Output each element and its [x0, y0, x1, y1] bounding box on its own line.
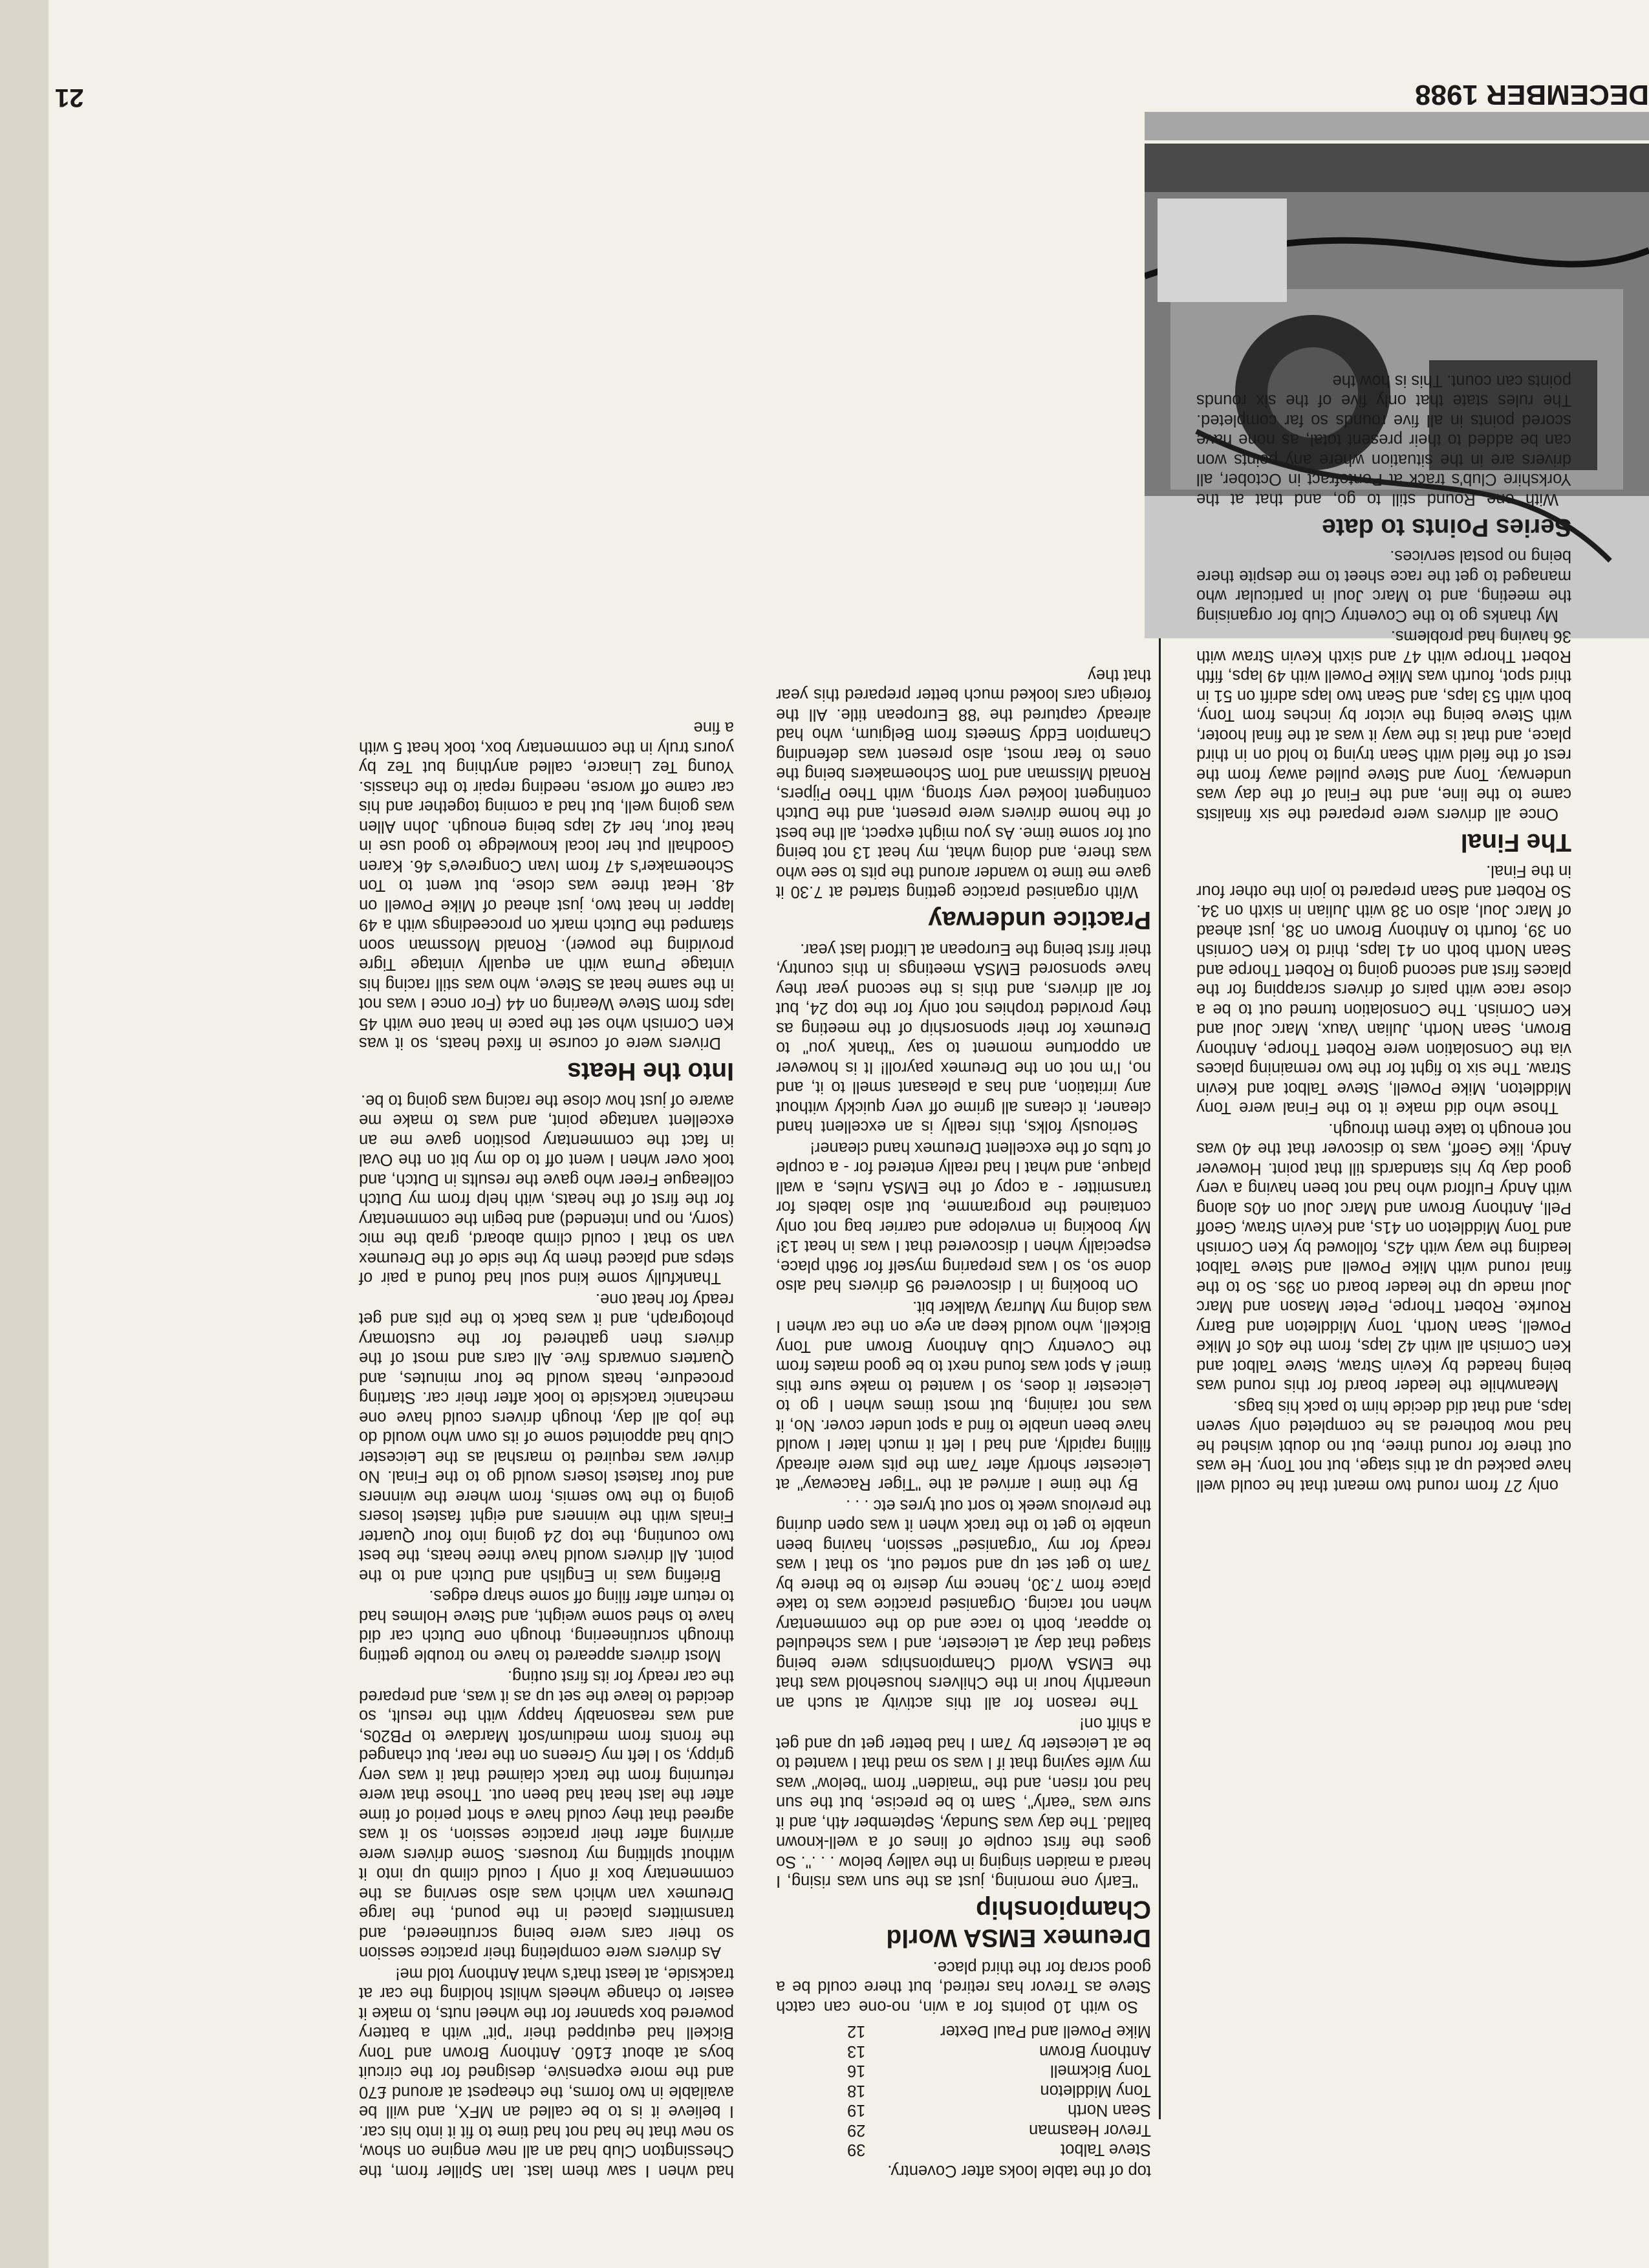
page-edge: [0, 0, 48, 2268]
paragraph: My thanks go to the Coventry Club for organising the meeting, and to Marc Joul in particular who managed to get the race sheet to me despite there being no postal services.: [1196, 547, 1571, 625]
page-number: 21: [55, 83, 84, 112]
table-row: [776, 2081, 1151, 2101]
paragraph: As drivers were completing their practice session so their cars were being scrutineered, and transmitters placed in the pound, the large Dreumex van which was also serving as the commentary box if only I could climb up into it without splitting my trousers. Some drivers were arriving after their practice session, so it was agreed that they could have a short period of time after the last heat had been out. Those that were returning from the track claimed that it was very grippy, so I left my Greens on the rear, but changed the fronts from medium/soft Mardave to PB20s, and was reasonably happy with the result, so decided to leave the set up as it was, and prepared the car ready for its first outing.: [359, 1667, 734, 1962]
paragraph: Seriously folks, this really is an excellent hand cleaner, it cleans all grime off very quickly without any irritation, and has a pleasant smell to it, and no, I'm not on the Dreumex payroll! It is however an opportune moment to say "thank you" to Dreumex for their sponsorship of the meeting as they provided trophies not only for the top 24, but for all drivers, and this is the second year they have sponsored EMSA meetings in this country, their first being the European at Litford last year.: [776, 940, 1151, 1136]
paragraph: Thankfully some kind soul had found a pair of steps and placed them by the side of the Dreumex van so that I could climb aboard, grab the mic (sorry, no pun intended) and begin the commentary for the first of the heats, with help from my Dutch colleague Freer who gave the results in Dutch, and took over when I went off to do my bit on the Oval in fact the commentary position gave me an excellent vantage point, and was to make me aware of just how close the racing was going to be.: [359, 1092, 734, 1288]
paragraph: Once all drivers were prepared the six finalists came to the line, and the Final of the day was underway. Tony and Steve pulled away from the rest of the field with Sean trying to hold on in third place, and that is the way it was at the final hooter, with Steve being the victor by inches from Tony, both with 53 laps, and Sean two laps adrift on 51 in third spot, fourth was Mike Powell with 49 laps, fifth Robert Thorpe with 47 and sixth Kevin Straw with 36 having had problems.: [1196, 627, 1571, 823]
section-heading: Series Points to date: [1322, 513, 1571, 541]
table-row: [776, 2121, 1151, 2141]
table-row: [776, 2140, 1151, 2160]
paragraph: Most drivers appeared to have no trouble getting through scrutineering, though one Dutch car did have to shed some weight, and Steve Holmes had to return after filing off some sharp edges.: [359, 1587, 734, 1665]
paragraph: So with 10 points for a win, no-one can catch Steve as Trevor has retired, but there could be a good scrap for the third place.: [776, 1958, 1151, 2016]
driver-name: Trevor Heasman: [1029, 2121, 1151, 2139]
column-2: [776, 163, 1151, 2181]
paragraph: With one Round still to go, and that at the Yorkshire Club's track at Pontefract in October, all drivers are in the situation where any points won can be added to their present total, as none have scored points in all five rounds so far completed. The rules state that only five of the six rounds points can count. This is how the: [1196, 372, 1571, 508]
paragraph: only 27 from round two meant that he could well have packed up at this stage, but not Tony. He was out there for round three, but no doubt wished he had now bothered as he completed only seven laps, and that did decide him to pack his bags.: [1196, 1398, 1571, 1495]
section-heading: Into the Heats: [567, 1057, 734, 1086]
driver-name: Mike Powell and Paul Dexter: [940, 2022, 1151, 2041]
section-heading: Practice underway: [928, 906, 1151, 934]
driver-name: Tony Middleton: [1040, 2082, 1151, 2100]
table-row: [776, 2061, 1151, 2081]
section-heading: Dreumex EMSA World Championship: [886, 1895, 1151, 1952]
section-heading: The Final: [1460, 828, 1571, 856]
paragraph: The reason for all this activity at such an unearthly hour in the Chilvers household was that the EMSA World Championships were being staged that day at Leicester, and I was scheduled to appear, both to race and do the commentary when not racing. Organised practice was to take place from 7.30, hence my desire to be there by 7am to get set up and sorted out, so that I was ready for my "organised" session, having been unable to get to the track when it was open during the previous week to sort out tyres etc . . .: [776, 1496, 1151, 1712]
driver-points: 18: [847, 2082, 866, 2100]
driver-points: 16: [847, 2062, 866, 2080]
driver-name: Tony Bickmell: [1050, 2062, 1151, 2080]
table-row: [776, 2042, 1151, 2062]
driver-name: Anthony Brown: [1039, 2042, 1151, 2060]
table-row: [776, 2101, 1151, 2121]
paragraph: Those who did make it to the Final were Tony Middleton, Mike Powell, Steve Talbot and Kevin Straw. The six to fight for the two remaining places via the Consolation were Robert Thorpe, Anthony Brown, Sean North, Julian Vaux, Marc Joul and Ken Cornish. The Consolation turned out to be a close race with pairs of drivers scrapping for the places first and second going to Robert Thorpe and Sean North both on 41 laps, third to Ken Cornish on 39, fourth to Anthony Brown on 38, just ahead of Marc Joul, also on 38 with Julian in sixth on 34. So Robert and Sean prepared to join the other four in the Final.: [1196, 862, 1571, 1118]
points-table: [776, 2022, 1151, 2160]
paragraph: Drivers were of course in fixed heats, so it was Ken Cornish who set the pace in heat one with 45 laps from Steve Wearing on 44 (For once I was not in the same heat as Steve, who was still racing his vintage Puma with an equally vintage Tigre providing the power). Ronald Mossman soon stamped the Dutch mark on proceedings with a 49 lapper in heat two, just ahead of Mike Powell on 48. Heat three was close, but went to Ton Schoemaker's 47 from Ivan Congreve's 46. Karen Goodhall put her local knowledge to good use in heat four, her 42 laps being enough. John Allen was going well, but had a coming together and his car came off worse, needing repair to the chassis. Young Tez Linacre, called anything but Tez by yours truly in the commentary box, took heat 5 with a fine: [359, 718, 734, 1053]
paragraph: With organised practice getting started at 7.30 it gave me time to wander around the pits to see who was there, and doing what, my heat 13 not being out for some time. As you might expect, all the best of the home drivers were present, and the Dutch contingent looked very strong, with Theo Pijpers, Ronald Missman and Tom Schoemakers being the ones to fear most, also present was defending Champion Eddy Smeets from Belgium, who had already captured the '88 European title. All the foreign cars looked much better prepared this year that they: [776, 666, 1151, 902]
masthead-bar: [1145, 112, 1649, 140]
driver-points: 29: [847, 2121, 866, 2139]
driver-name: Sean North: [1068, 2101, 1151, 2120]
paragraph: Meanwhile the leader board for this round was being headed by Kevin Straw, Steve Talbot and Ken Cornish all with 42 laps, from the 40s of Mike Powell, Sean North, Tony Middleton and Barry Rourke. Robert Thorpe, Peter Mason and Marc Joul made up the leader board on 39s. So to the final round with Mike Powell and Steve Talbot leading the way with 42s, followed by Ken Cornish and Tony Middleton on 41s, and Kevin Straw, Geoff Pell, Anthony Brown and Marc Joul on 40s along with Andy Fulford who had not been having a very good day by his standards till that point. However Andy, like Geoff, was to discover that the 40 was not enough to take them through.: [1196, 1120, 1571, 1395]
driver-points: 19: [847, 2101, 866, 2120]
column-1: [1196, 157, 1571, 1495]
driver-name: Steve Talbot: [1061, 2141, 1151, 2159]
paragraph: Briefing was in English and Dutch and to the point. All drivers would have three heats, the best two counting, the top 24 going into four Quarter Finals with the winners and eight fastest losers going to the two semis, from where the winners and four fastest losers would go to the Final. No driver was required to marshal as the Leicester Club had appointed some of its own who would do the job all day, though drivers could have one mechanic trackside to look after their car. Starting procedure, heats would be four minutes, and Quarters onwards five. All cars and most of the drivers then gathered for the customary photograph, and it was back to the pits and get ready for heat one.: [359, 1290, 734, 1584]
column-3: [359, 163, 734, 2181]
driver-points: 12: [847, 2022, 866, 2041]
paragraph: "Early one morning, just as the sun was rising, I heard a maiden singing in the valley below . . .". So goes the first couple of lines of a well-known ballad. The day was Sunday, September 4th, and it sure was "early", Sam to be precise, but the sun had not risen, and the "maiden" from "below" was my wife saying that if I was so mad that I wanted to be at Leicester by 7am I had better get up and get a shift on!: [776, 1714, 1151, 1891]
paragraph: had when I saw them last. Ian Spiller from, the Chessington Club had an all new engine on show, so new that he had not had time to fit it into his car. I believe it is to be called an MFX, and will be available in two forms, the cheapest at around £70 and the more expensive, designed for the circuit boys at about £160. Anthony Brown and Tony Bickell had equipped their "pit" with a battery powered box spanner for the wheel nuts, to make it easier to change wheels whilst holding the car at trackside, at least that's what Anthony told me!: [359, 1965, 734, 2180]
issue-date: DECEMBER 1988: [1415, 79, 1649, 111]
driver-points: 13: [847, 2042, 866, 2060]
driver-points: 39: [847, 2141, 866, 2159]
table-row: [776, 2022, 1151, 2042]
paragraph: On booking in I discovered 95 drivers had also done so, so I was preparing myself for 96th place, especially when I discovered that I was in heat 13! My booking in envelope and carrier bag not only contained the programme, but also labels for transmitter - a copy of the EMSA rules, a wall plaque, and what I had really entered for - a couple of tubs of the excellent Dreumex hand cleaner!: [776, 1139, 1151, 1295]
paragraph: top of the table looks after Coventry.: [887, 2162, 1151, 2180]
paragraph: By the time I arrived at the "Tiger Raceway" at Leicester shortly after 7am the pits were already filling rapidly, and had I left it much later I would have been unable to find a spot under cover. No, it was not raining, but most times when I go to Leicester it does, so I wanted to make sure this time! A spot was found next to be good mates from the Coventry Club Anthony Brown and Tony Bickell, who would keep an eye on the car when I was doing my Murray Walker bit.: [776, 1298, 1151, 1494]
